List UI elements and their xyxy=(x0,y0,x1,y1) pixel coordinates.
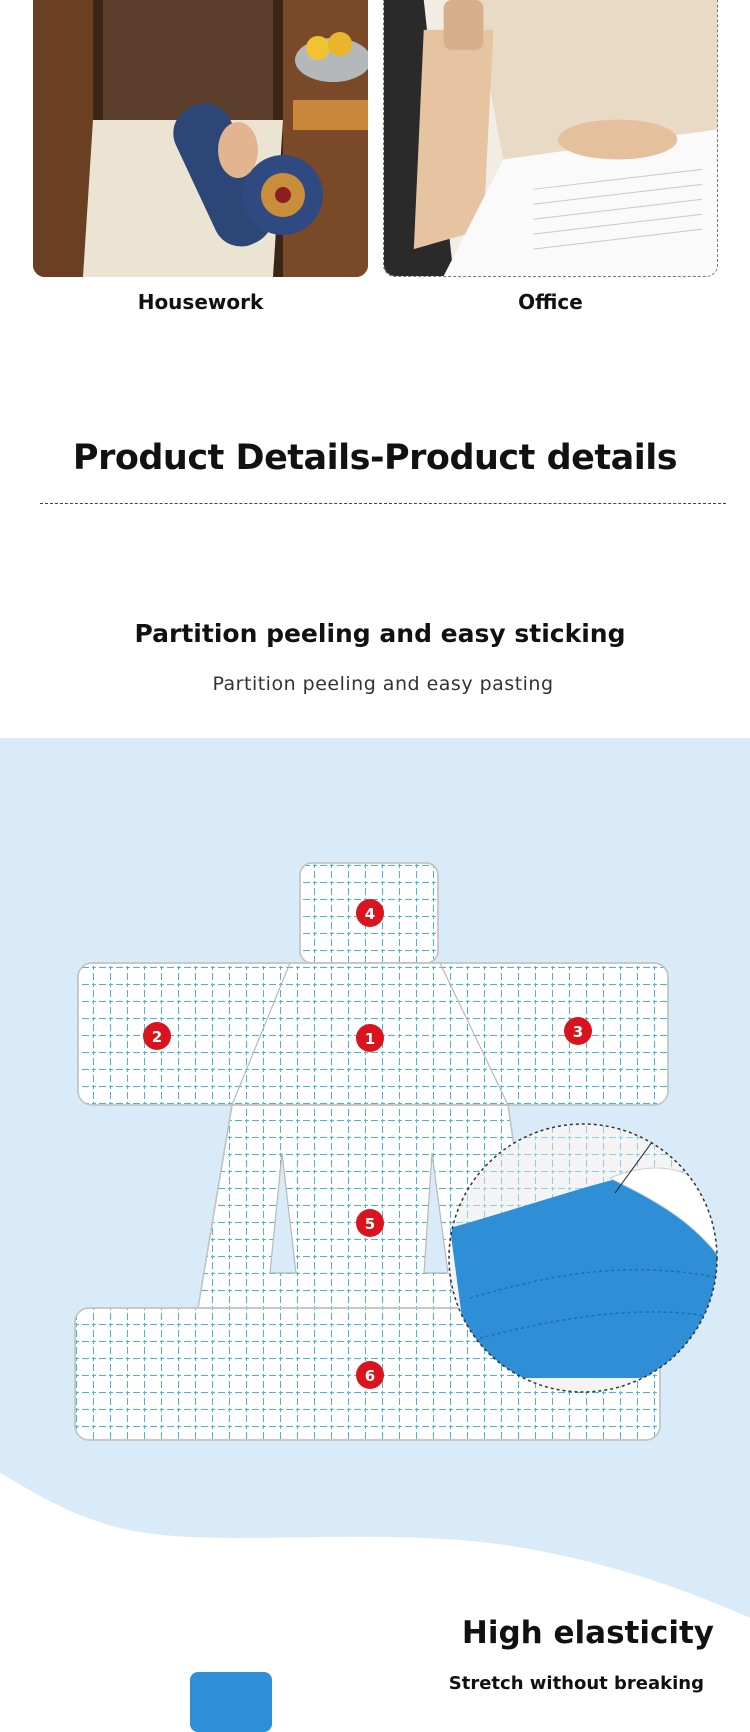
feature-subtitle: Partition peeling and easy pasting xyxy=(212,673,554,695)
badge-5 xyxy=(356,1209,384,1237)
feature-title: Partition peeling and easy sticking xyxy=(134,619,626,648)
section-divider xyxy=(40,503,726,504)
housework-photo xyxy=(33,0,368,277)
svg-text:2: 2 xyxy=(151,1028,163,1046)
svg-text:5: 5 xyxy=(364,1215,376,1233)
office-caption: Office xyxy=(518,290,583,314)
svg-text:3: 3 xyxy=(572,1023,584,1041)
badge-2 xyxy=(143,1022,171,1050)
elasticity-title: High elasticity xyxy=(461,1615,714,1651)
svg-text:4: 4 xyxy=(364,905,376,923)
housework-caption: Housework xyxy=(137,290,264,314)
office-photo xyxy=(383,0,718,277)
diagram-panel xyxy=(0,738,750,1713)
section-title: Product Details-Product details xyxy=(72,438,678,478)
elasticity-subtitle: Stretch without breaking xyxy=(448,1673,704,1694)
svg-text:6: 6 xyxy=(364,1367,376,1385)
svg-text:1: 1 xyxy=(364,1030,376,1048)
badge-6 xyxy=(356,1361,384,1389)
badge-3 xyxy=(564,1017,592,1045)
badge-4 xyxy=(356,899,384,927)
tape-sample xyxy=(190,1672,272,1732)
badge-1 xyxy=(356,1024,384,1052)
